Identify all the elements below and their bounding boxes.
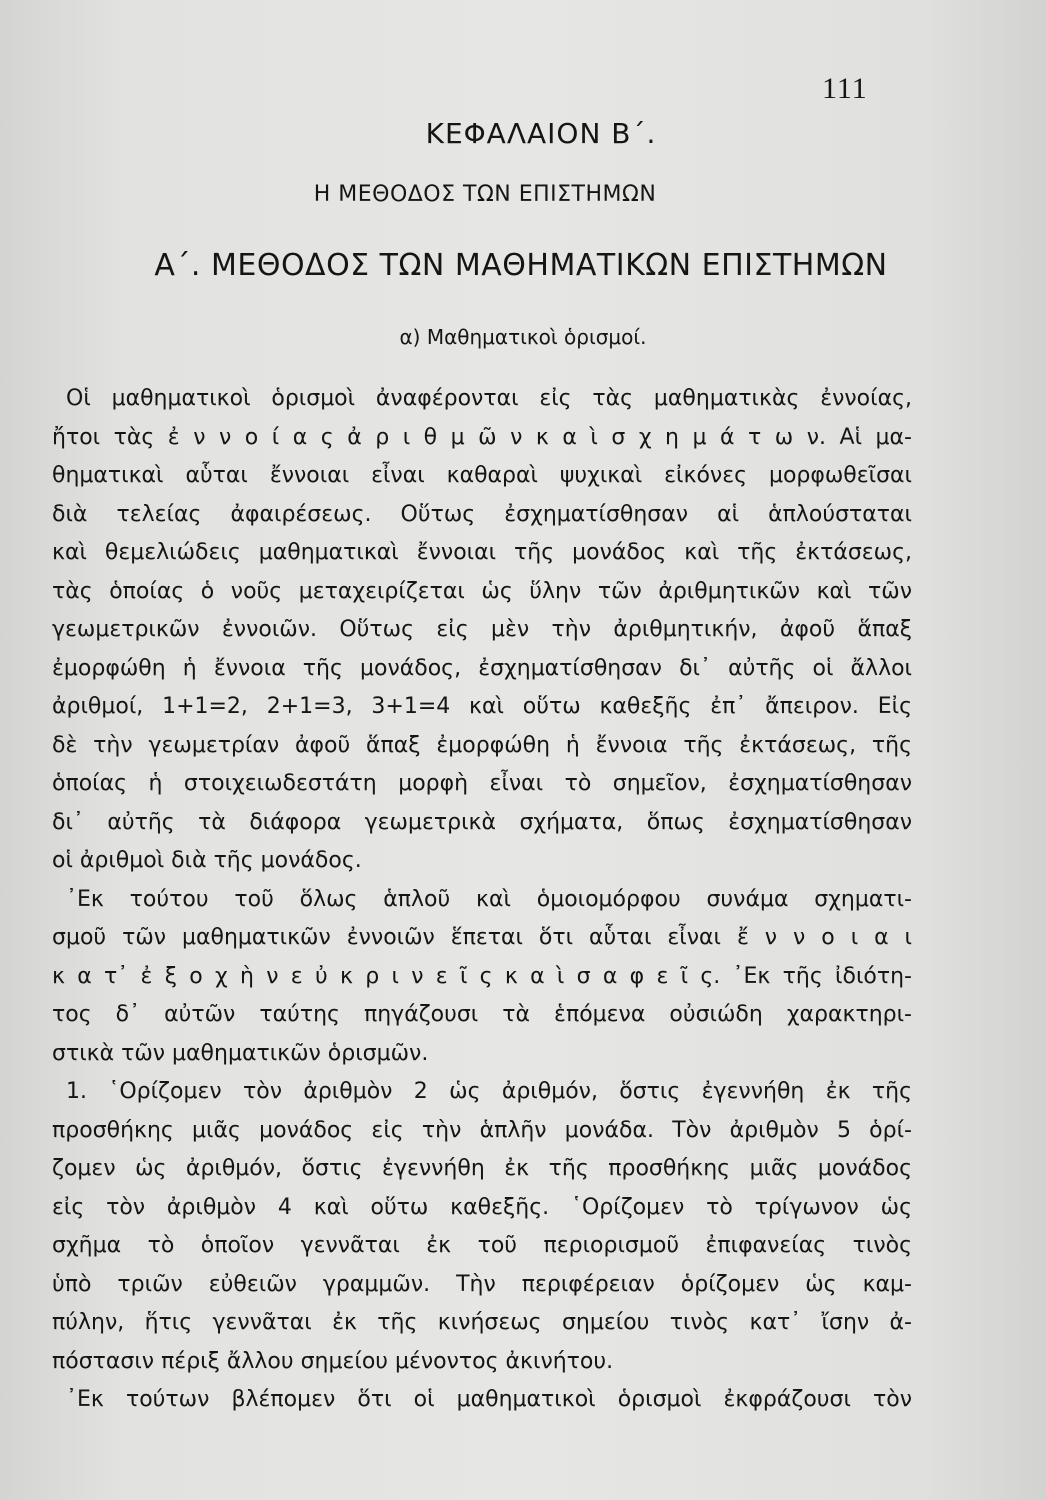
text-line: ᾽Εκ τούτου τοῦ ὅλως ἁπλοῦ καὶ ὁμοιομόρφου συνάμα σχηματι- [66, 886, 912, 912]
method-title: Η ΜΕΘΟΔΟΣ ΤΩΝ ΕΠΙΣΤΗΜΩΝ [313, 182, 657, 207]
text-line: τος δ᾽ αὐτῶν ταύτης πηγάζουσι τὰ ἑπόμενα οὐσιώδη χαρακτηρι- [52, 1002, 912, 1027]
page-number: 111 [822, 72, 868, 105]
text-line: ἐμορφώθη ἡ ἔννοια τῆς μονάδος, ἐσχηματίσθησαν δι᾽ αὐτῆς οἱ ἄλλοι [52, 655, 912, 681]
text-line: διὰ τελείας ἀφαιρέσεως. Οὕτως ἐσχηματίσθησαν αἱ ἁπλούσταται [52, 501, 912, 527]
text-line: ᾽Εκ τούτων βλέπομεν ὅτι οἱ μαθηματικοὶ ὁρισμοὶ ἐκφράζουσι τὸν [66, 1387, 912, 1412]
text-line: Οἱ μαθηματικοὶ ὁρισμοὶ ἀναφέρονται εἰς τὰς μαθηματικὰς ἐννοίας, [66, 386, 912, 411]
text-line: προσθήκης μιᾶς μονάδος εἰς τὴν ἁπλῆν μονάδα. Τὸν ἀριθμὸν 5 ὁρί- [52, 1117, 912, 1143]
text-line: πόστασιν πέριξ ἄλλου σημείου μένοντος ἀκινήτου. [52, 1348, 614, 1374]
text-line: ἀριθμοί, 1+1=2, 2+1=3, 3+1=4 καὶ οὕτω καθεξῆς ἐπ᾽ ἄπειρον. Εἰς [52, 694, 912, 719]
text-line: δι᾽ αὐτῆς τὰ διάφορα γεωμετρικὰ σχήματα, ὅπως ἐσχηματίσθησαν [52, 809, 912, 835]
text-line: θηματικαὶ αὗται ἔννοιαι εἶναι καθαραὶ ψυχικαὶ εἰκόνες μορφωθεῖσαι [52, 463, 912, 488]
text-line: σμοῦ τῶν μαθηματικῶν ἐννοιῶν ἕπεται ὅτι αὗται εἶναι ἔ ν ν ο ι α ι [52, 925, 912, 950]
text-line: εἰς τὸν ἀριθμὸν 4 καὶ οὕτω καθεξῆς. ῾Ορίζομεν τὸ τρίγωνον ὡς [52, 1194, 912, 1220]
text-line: κ α τ᾽ ἐ ξ ο χ ὴ ν ε ὐ κ ρ ι ν ε ῖ ς κ α ὶ σ α φ ε ῖ ς. ᾽Εκ τῆς ἰδιότη- [52, 963, 912, 989]
subsection-title: α) Μαθηματικοὶ ὁρισμοί. [399, 325, 647, 349]
text-line: πύλην, ἥτις γεννᾶται ἐκ τῆς κινήσεως σημείου τινὸς κατ᾽ ἴσην ἀ- [52, 1310, 912, 1335]
text-line: ὑπὸ τριῶν εὐθειῶν γραμμῶν. Τὴν περιφέρειαν ὁρίζομεν ὡς καμ- [52, 1271, 912, 1297]
body-text [52, 380, 912, 1420]
chapter-heading: ΚΕΦΑΛΑΙΟΝ Β΄. [425, 117, 657, 150]
section-title: Α΄. ΜΕΘΟΔΟΣ ΤΩΝ ΜΑΘΗΜΑΤΙΚΩΝ ΕΠΙΣΤΗΜΩΝ [154, 248, 888, 283]
text-line: καὶ θεμελιώδεις μαθηματικαὶ ἔννοιαι τῆς μονάδος καὶ τῆς ἐκτάσεως, [52, 540, 912, 565]
text-line: σχῆμα τὸ ὁποῖον γεννᾶται ἐκ τοῦ περιορισμοῦ ἐπιφανείας τινὸς [52, 1233, 912, 1258]
text-line: δὲ τὴν γεωμετρίαν ἀφοῦ ἅπαξ ἐμορφώθη ἡ ἔννοια τῆς ἐκτάσεως, τῆς [52, 732, 912, 758]
text-line: ὁποίας ἡ στοιχειωδεστάτη μορφὴ εἶναι τὸ σημεῖον, ἐσχηματίσθησαν [52, 771, 912, 796]
text-line: 1. ῾Ορίζομεν τὸν ἀριθμὸν 2 ὡς ἀριθμόν, ὅστις ἐγεννήθη ἐκ τῆς [66, 1079, 912, 1104]
text-line: οἱ ἀριθμοὶ διὰ τῆς μονάδος. [52, 848, 362, 873]
text-line: τὰς ὁποίας ὁ νοῦς μεταχειρίζεται ὡς ὕλην τῶν ἀριθμητικῶν καὶ τῶν [52, 578, 912, 604]
text-line: ἤτοι τὰς ἐ ν ν ο ί α ς ἀ ρ ι θ μ ῶ ν κ α ὶ σ χ η μ ά τ ω ν. Αἱ μα- [52, 424, 912, 450]
text-line: γεωμετρικῶν ἐννοιῶν. Οὕτως εἰς μὲν τὴν ἀριθμητικήν, ἀφοῦ ἅπαξ [52, 617, 912, 642]
text-line: ζομεν ὡς ἀριθμόν, ὅστις ἐγεννήθη ἐκ τῆς προσθήκης μιᾶς μονάδος [52, 1156, 912, 1181]
text-line: στικὰ τῶν μαθηματικῶν ὁρισμῶν. [52, 1040, 429, 1066]
